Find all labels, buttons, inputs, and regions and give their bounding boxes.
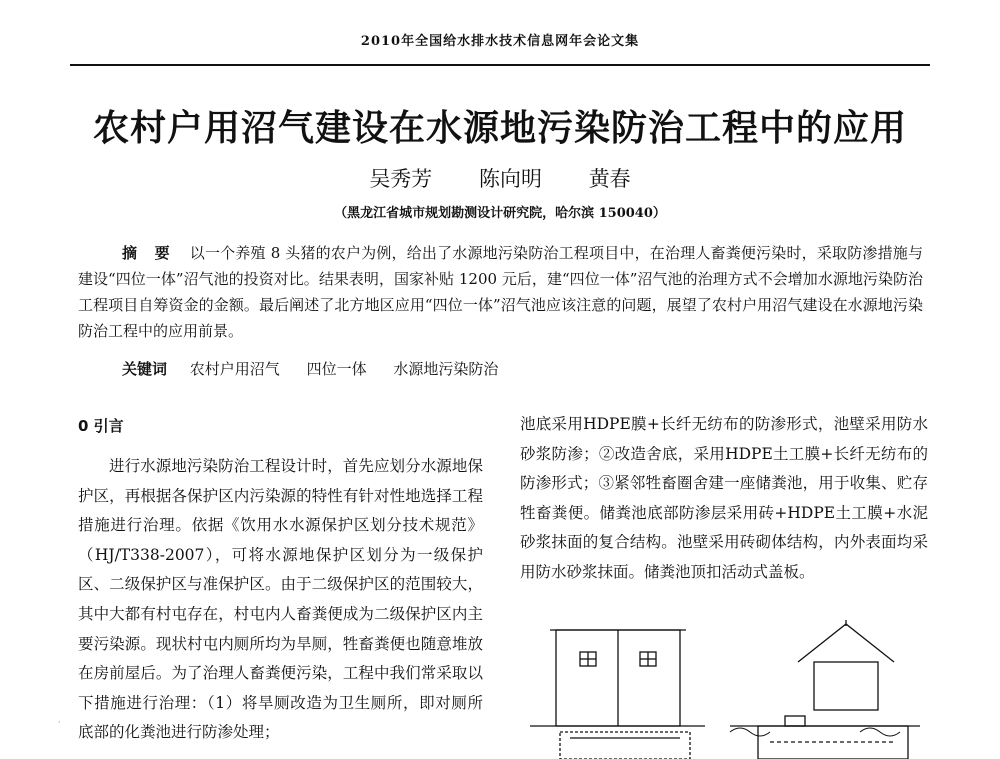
- body-paragraph: 池底采用HDPE膜+长纤无纺布的防渗形式，池壁采用防水砂浆防渗；②改造舍底，采用HDPE土工膜+长纤无纺布的防渗形式；③紧邻牲畜圈舍建一座储粪池，用于收集、贮存牲畜粪便。储粪池底部防渗层采用砖+HDPE土工膜+水泥砂浆抹面的复合结构。池壁采用砖砌体结构，内外表面均采用防水砂浆抹面。储粪池顶扣活动式盖板。: [520, 415, 928, 581]
- abstract-text: 以一个养殖 8 头猪的农户为例，给出了水源地污染防治工程项目中，在治理人畜粪便污染时，采取防渗措施与建设“四位一体”沼气池的投资对比。结果表明，国家补贴 1200 元后，建“四位一体”沼气池的治理方式不会增加水源地污染防治工程项目自筹资金的金额。最后阐述了北方地区应用“四位一体”沼气池应该注意的问题，展望了农村户用沼气建设在水源地污染防治工程中的应用前景。: [78, 244, 923, 340]
- scan-mark: ·: [58, 718, 61, 727]
- author-name: 吴秀芳: [369, 167, 433, 191]
- paper-title: 农村户用沼气建设在水源地污染防治工程中的应用: [92, 108, 907, 149]
- journal-header: 2010年全国给水排水技术信息网年会论文集: [360, 34, 640, 49]
- body-paragraph: 进行水源地污染防治工程设计时，首先应划分水源地保护区，再根据各保护区内污染源的特性有针对性地选择工程措施进行治理。依据《饮用水水源保护区划分技术规范》（HJ/T338-2007），可将水源地保护区划分为一级保护区、二级保护区与准保护区。由于二级保护区的范围较大，其中大都有村屯存在，村屯内人畜粪便成为二级保护区内主要污染源。现状村屯内厕所均为旱厕，牲畜粪便也随意堆放在房前屋后。为了治理人畜粪便污染，工程中我们常采取以下措施进行治理：（1）将旱厕改造为卫生厕所，即对厕所底部的化粪池进行防渗处理；: [78, 457, 483, 742]
- author-list: [0, 163, 1000, 193]
- affiliation: （黑龙江省城市规划勘测设计研究院，哈尔滨 150040）: [334, 206, 666, 221]
- author-name: 陈向明: [479, 167, 542, 191]
- septic-pit-outline: [560, 732, 690, 759]
- header-rule: [70, 64, 930, 66]
- author-name: 黄春: [588, 167, 631, 191]
- keywords: [122, 358, 922, 379]
- tank-inlet-outline: [785, 716, 805, 726]
- toilet-structure-figure: [530, 620, 920, 759]
- right-column: [520, 410, 928, 588]
- abstract-label: 摘 要: [122, 244, 176, 262]
- shed-roof-outline: [798, 624, 894, 662]
- keyword: 农村户用沼气: [189, 360, 280, 378]
- keywords-label: 关键词: [122, 360, 168, 378]
- keyword: 四位一体: [306, 360, 367, 378]
- left-column: [78, 452, 483, 748]
- section-heading: 0 引言: [78, 417, 124, 435]
- soil-hatch-left: [730, 728, 770, 736]
- keyword: 水源地污染防治: [393, 360, 499, 378]
- soil-hatch-right: [860, 728, 900, 736]
- shed-body-outline: [814, 662, 878, 710]
- abstract: [78, 240, 923, 344]
